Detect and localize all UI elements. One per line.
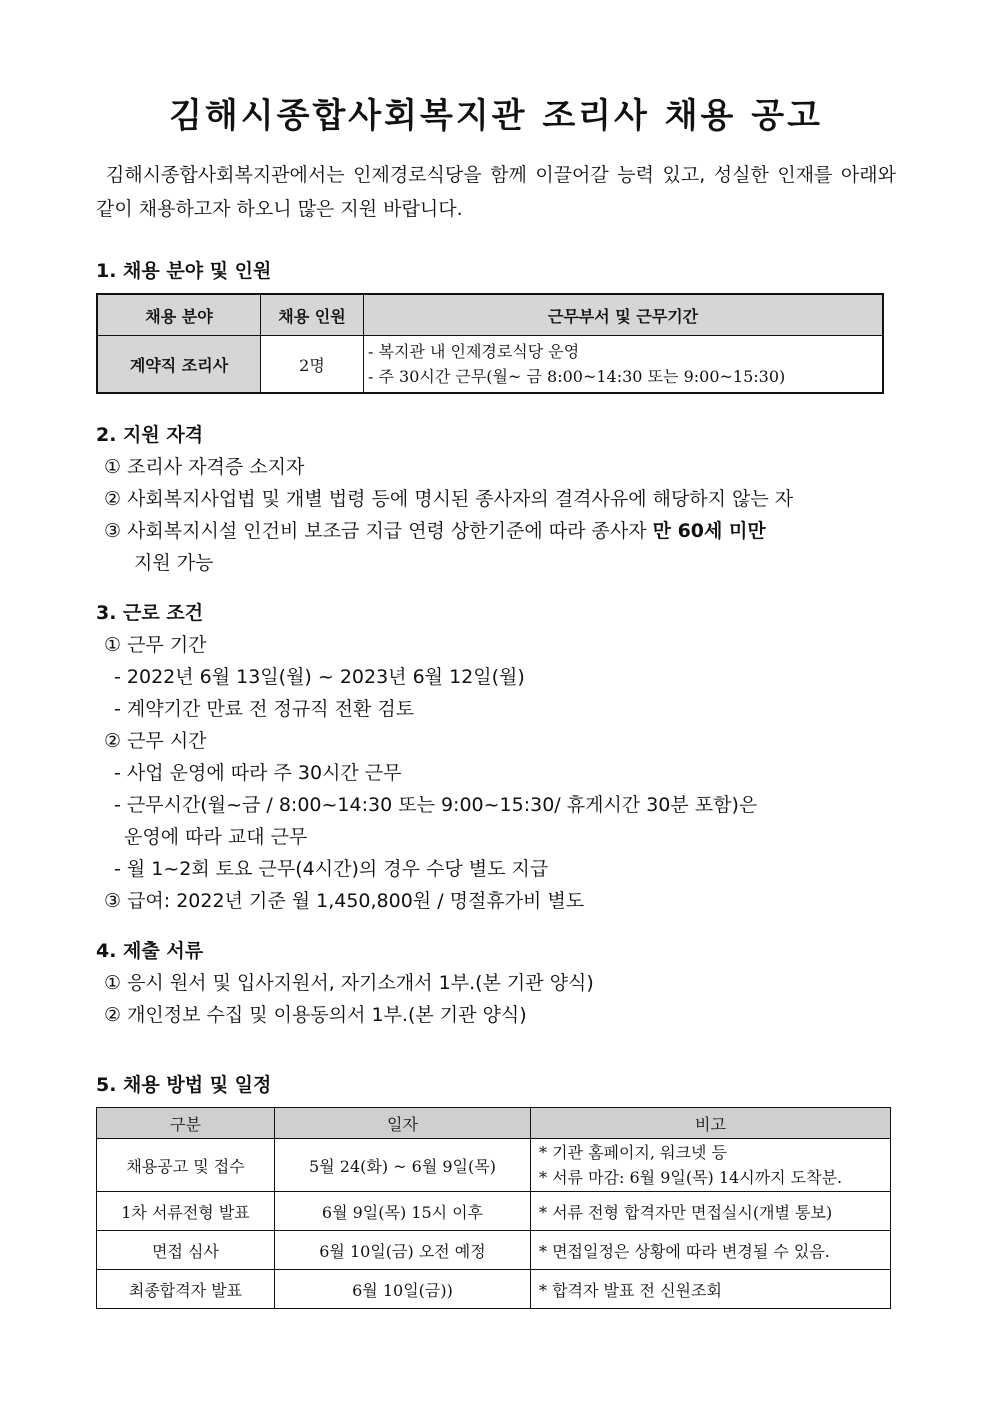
section-heading-2: 2. 지원 자격 — [96, 424, 204, 446]
table-row — [97, 1270, 891, 1309]
date-cell: 6월 10일(금)) — [275, 1270, 531, 1309]
condition-continuation: 운영에 따라 교대 근무 — [124, 826, 308, 848]
stage-cell: 최종합격자 발표 — [97, 1270, 275, 1309]
stage-cell: 채용공고 및 접수 — [97, 1139, 275, 1192]
section-heading-1: 1. 채용 분야 및 인원 — [96, 260, 272, 282]
table-header-cell: 근무부서 및 근무기간 — [364, 294, 884, 336]
table-header-cell: 구분 — [97, 1108, 275, 1139]
table-row — [97, 336, 883, 394]
note-cell: * 합격자 발표 전 신원조회 — [531, 1270, 891, 1309]
stage-cell: 1차 서류전형 발표 — [97, 1192, 275, 1231]
table-header-cell: 채용 인원 — [261, 294, 364, 336]
condition-detail: - 2022년 6월 13일(월) ~ 2023년 6월 12일(월) — [114, 666, 525, 688]
condition-item: ② 근무 시간 — [104, 730, 207, 752]
condition-item: ③ 급여: 2022년 기준 월 1,450,800원 / 명절휴가비 별도 — [104, 890, 585, 912]
section-heading-5: 5. 채용 방법 및 일정 — [96, 1074, 272, 1096]
qualification-item: ② 사회복지사업법 및 개별 법령 등에 명시된 종사자의 결격사유에 해당하지 않는 자 — [104, 488, 794, 510]
condition-detail: - 근무시간(월~금 / 8:00~14:30 또는 9:00~15:30/ 휴게시간 30분 포함)은 — [114, 794, 758, 816]
intro-paragraph: 김해시종합사회복지관에서는 인제경로식당을 함께 이끌어갈 능력 있고, 성실한 인재를 아래와 같이 채용하고자 하오니 많은 지원 바랍니다. — [96, 164, 896, 220]
detail-cell — [364, 336, 884, 394]
date-cell: 6월 9일(목) 15시 이후 — [275, 1192, 531, 1231]
table-header-cell: 채용 분야 — [97, 294, 261, 336]
page-title: 김해시종합사회복지관 조리사 채용 공고 — [169, 96, 823, 136]
condition-detail: - 월 1~2회 토요 근무(4시간)의 경우 수당 별도 지급 — [114, 858, 549, 880]
qualification-text: ③ 사회복지시설 인건비 보조금 지급 연령 상한기준에 따라 종사자 — [104, 520, 653, 542]
table-header-row — [97, 1108, 891, 1139]
schedule-table — [96, 1107, 891, 1309]
date-cell: 5월 24(화) ~ 6월 9일(목) — [275, 1139, 531, 1192]
recruitment-table — [96, 293, 884, 394]
detail-line: - 복지관 내 인제경로식당 운영 — [368, 342, 580, 361]
qualification-item — [104, 516, 766, 543]
table-row — [97, 1231, 891, 1270]
section-heading-4: 4. 제출 서류 — [96, 940, 204, 962]
date-cell: 6월 10일(금) 오전 예정 — [275, 1231, 531, 1270]
note-cell: * 면접일정은 상황에 따라 변경될 수 있음. — [531, 1231, 891, 1270]
qualification-item: ① 조리사 자격증 소지자 — [104, 456, 305, 478]
note-cell — [531, 1139, 891, 1192]
document-item: ① 응시 원서 및 입사지원서, 자기소개서 1부.(본 기관 양식) — [104, 972, 594, 994]
count-cell: 2명 — [261, 336, 364, 394]
condition-item: ① 근무 기간 — [104, 634, 207, 656]
stage-cell: 면접 심사 — [97, 1231, 275, 1270]
table-header-cell: 일자 — [275, 1108, 531, 1139]
detail-line: - 주 30시간 근무(월~ 금 8:00~14:30 또는 9:00~15:30) — [368, 367, 786, 386]
field-cell: 계약직 조리사 — [97, 336, 261, 394]
section-heading-3: 3. 근로 조건 — [96, 602, 204, 624]
table-header-cell: 비고 — [531, 1108, 891, 1139]
condition-detail: - 계약기간 만료 전 정규직 전환 검토 — [114, 698, 415, 720]
age-limit-emphasis: 만 60세 미만 — [652, 520, 766, 542]
note-line: * 기관 홈페이지, 워크넷 등 — [539, 1143, 727, 1162]
document-item: ② 개인정보 수집 및 이용동의서 1부.(본 기관 양식) — [104, 1004, 527, 1026]
note-line: * 서류 마감: 6월 9일(목) 14시까지 도착분. — [539, 1168, 843, 1187]
table-header-row — [97, 294, 883, 336]
table-row — [97, 1192, 891, 1231]
qualification-continuation: 지원 가능 — [134, 552, 214, 574]
note-cell: * 서류 전형 합격자만 면접실시(개별 통보) — [531, 1192, 891, 1231]
condition-detail: - 사업 운영에 따라 주 30시간 근무 — [114, 762, 402, 784]
table-row — [97, 1139, 891, 1192]
